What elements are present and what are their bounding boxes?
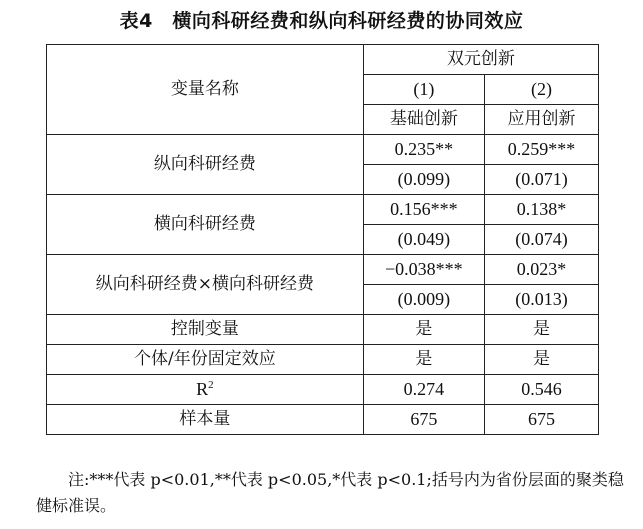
row-label: 控制变量 (47, 315, 364, 345)
row-label: 纵向科研经费 (47, 135, 364, 195)
value-cell: 是 (363, 345, 484, 375)
table-row (47, 405, 599, 435)
r2-superscript: 2 (208, 379, 214, 391)
row-label: 样本量 (47, 405, 364, 435)
col1-name: 基础创新 (363, 105, 484, 135)
col1-number: (1) (363, 75, 484, 105)
table-title: 表4 横向科研经费和纵向科研经费的协同效应 (119, 10, 524, 32)
se-cell: (0.071) (484, 165, 598, 195)
table-row (47, 375, 599, 405)
table-row (47, 315, 599, 345)
coef-cell: 0.235** (363, 135, 484, 165)
se-cell: (0.099) (363, 165, 484, 195)
table-row (47, 255, 599, 285)
header-row-1 (47, 45, 599, 75)
coef-cell: 0.259*** (484, 135, 598, 165)
se-cell: (0.049) (363, 225, 484, 255)
value-cell: 0.274 (363, 375, 484, 405)
coef-cell: 0.156*** (363, 195, 484, 225)
table-row (47, 195, 599, 225)
value-cell: 是 (484, 345, 598, 375)
col2-number: (2) (484, 75, 598, 105)
regression-table (46, 44, 599, 435)
group-header: 双元创新 (363, 45, 598, 75)
se-cell: (0.009) (363, 285, 484, 315)
value-cell: 是 (363, 315, 484, 345)
se-cell: (0.013) (484, 285, 598, 315)
table-row (47, 345, 599, 375)
coef-cell: 0.138* (484, 195, 598, 225)
table-note: 注:***代表 p<0.01,**代表 p<0.05,*代表 p<0.1;括号内为省份层面的聚类稳健标准误。 (36, 470, 624, 515)
value-cell: 675 (363, 405, 484, 435)
r2-label: R (196, 379, 209, 399)
table-row (47, 135, 599, 165)
col2-name: 应用创新 (484, 105, 598, 135)
variable-name-header: 变量名称 (47, 45, 364, 135)
se-cell: (0.074) (484, 225, 598, 255)
value-cell: 是 (484, 315, 598, 345)
coef-cell: −0.038*** (363, 255, 484, 285)
coef-cell: 0.023* (484, 255, 598, 285)
value-cell: 0.546 (484, 375, 598, 405)
row-label: 横向科研经费 (47, 195, 364, 255)
row-label (47, 375, 364, 405)
value-cell: 675 (484, 405, 598, 435)
row-label: 个体/年份固定效应 (47, 345, 364, 375)
row-label: 纵向科研经费×横向科研经费 (47, 255, 364, 315)
